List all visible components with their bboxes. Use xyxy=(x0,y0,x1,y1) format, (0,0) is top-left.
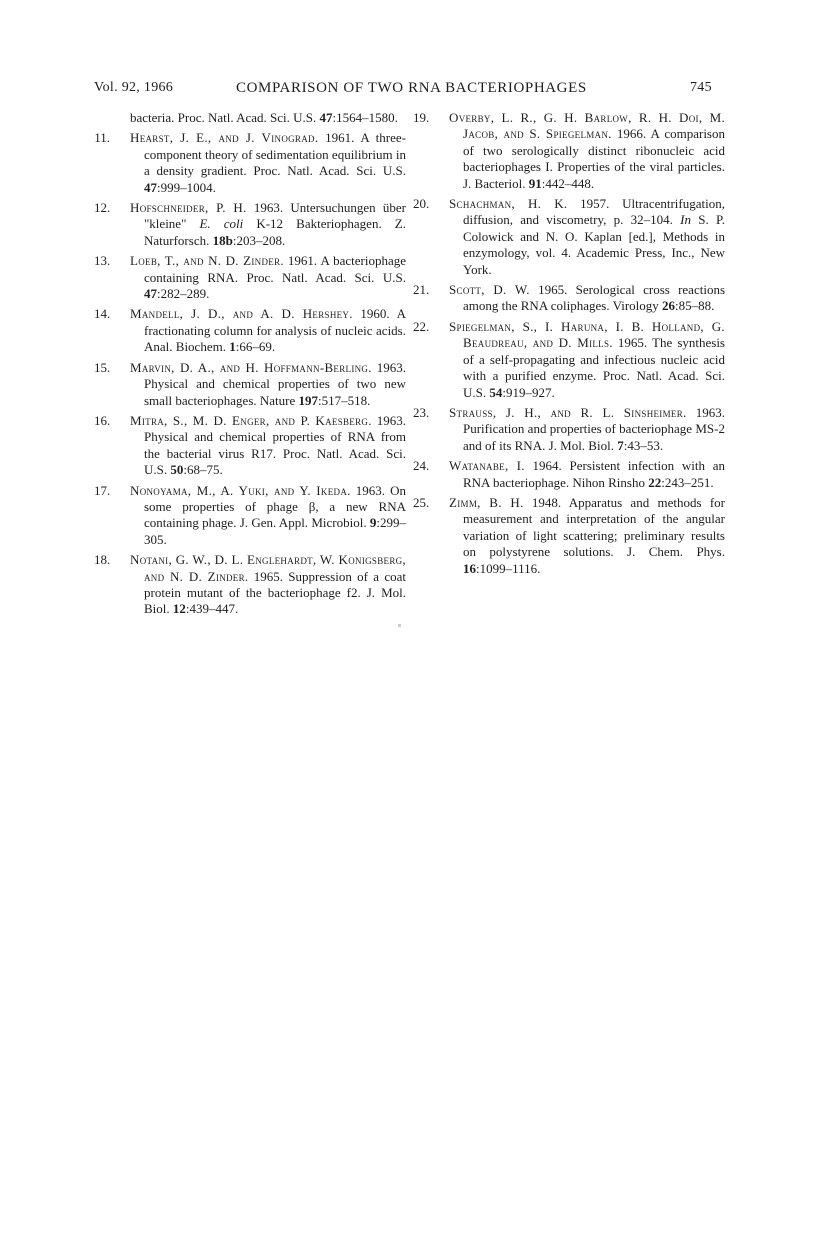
reference-item: 20. Schachman, H. K. 1957. Ultracentrifugation, diffusion, and viscometry, p. 32–104. In S. P. Colowick and N. O. Kaplan [ed.], Methods in enzymology, vol. 4. Academic Press, Inc., New York. xyxy=(413,196,725,277)
running-title: COMPARISON OF TWO RNA BACTERIOPHAGES xyxy=(236,80,587,96)
reference-authors: Spiegelman, S., I. Haruna, I. B. Holland, G. Beaudreau, and D. Mills. xyxy=(449,318,725,351)
references-right-column xyxy=(413,110,725,581)
reference-item: 16. Mitra, S., M. D. Enger, and P. Kaesberg. 1963. Physical and chemical properties of RNA from the bacterial virus R17. Proc. Natl. Acad. Sci. U.S. 50:68–75. xyxy=(94,412,407,478)
reference-authors: Mitra, S., M. D. Enger, and P. Kaesberg. xyxy=(130,412,372,428)
reference-item: 11. Hearst, J. E., and J. Vinograd. 1961. A three-component theory of sedimentation equilibrium in a density gradient. Proc. Natl. Acad. Sci. U.S. 47:999–1004. xyxy=(94,130,406,195)
reference-authors: Strauss, J. H., and R. L. Sinsheimer. xyxy=(449,404,687,420)
reference-item: 23. Strauss, J. H., and R. L. Sinsheimer. 1963. Purification and properties of bacteriophage MS-2 and of its RNA. J. Mol. Biol. 7:43–53. xyxy=(413,404,725,453)
page-number: 745 xyxy=(690,80,712,95)
reference-number: 22. xyxy=(413,318,430,334)
reference-volume: 54 xyxy=(489,384,503,400)
reference-volume: 50 xyxy=(170,462,184,478)
page-speck xyxy=(398,624,401,627)
volume-label: Vol. 92, 1966 xyxy=(94,80,174,95)
reference-item: 15. Marvin, D. A., and H. Hoffmann-Berling. 1963. Physical and chemical properties of two new small bacteriophages. Nature 197:517–518. xyxy=(94,359,406,408)
reference-volume: 12 xyxy=(172,601,186,617)
reference-volume: 26 xyxy=(662,298,676,314)
reference-volume: 9 xyxy=(369,515,377,531)
reference-item: 24. Watanabe, I. 1964. Persistent infection with an RNA bacteriophage. Nihon Rinsho 22:243–251. xyxy=(413,458,725,490)
reference-number: 19. xyxy=(413,110,430,125)
reference-authors: Loeb, T., and N. D. Zinder. xyxy=(130,253,284,269)
reference-volume: 22 xyxy=(648,474,662,490)
reference-number: 11. xyxy=(94,130,110,146)
reference-authors: Nonoyama, M., A. Yuki, and Y. Ikeda. xyxy=(130,482,351,498)
references-left-column xyxy=(94,110,406,622)
reference-authors: Hearst, J. E., and J. Vinograd. xyxy=(130,130,319,146)
reference-item: 12. Hofschneider, P. H. 1963. Untersuchungen über "kleine" E. coli K-12 Bakteriophagen. Z. Naturforsch. 18b:203–208. xyxy=(94,200,406,248)
reference-authors: Hofschneider, P. H. xyxy=(130,200,247,216)
reference-volume: 91 xyxy=(528,175,542,191)
reference-number: 25. xyxy=(413,494,430,510)
reference-item: 21. Scott, D. W. 1965. Serological cross reactions among the RNA coliphages. Virology 26:85–88. xyxy=(413,282,725,314)
reference-number: 12. xyxy=(94,200,111,216)
reference-item: 13. Loeb, T., and N. D. Zinder. 1961. A bacteriophage containing RNA. Proc. Natl. Acad. Sci. U.S. 47:282–289. xyxy=(94,253,407,302)
reference-authors: Zimm, B. H. xyxy=(449,494,524,510)
reference-volume: 47 xyxy=(144,286,157,302)
reference-item: 17. Nonoyama, M., A. Yuki, and Y. Ikeda. 1963. On some properties of phage β, a new RNA containing phage. J. Gen. Appl. Microbiol. 9:299–305. xyxy=(94,482,406,547)
reference-volume: 1 xyxy=(229,339,236,355)
reference-item: 14. Mandell, J. D., and A. D. Hershey. 1960. A fractionating column for analysis of nucleic acids. Anal. Biochem. 1:66–69. xyxy=(94,306,406,355)
reference-volume: 47 xyxy=(144,179,157,195)
reference-item: 18. Notani, G. W., D. L. Englehardt, W. Konigsberg, and N. D. Zinder. 1965. Suppression of a coat protein mutant of the bacteriophage f2. J. Mol. Biol. 12:439–447. xyxy=(94,552,406,617)
reference-number: 16. xyxy=(94,412,111,428)
reference-continuation: bacteria. Proc. Natl. Acad. Sci. U.S. 47:1564–1580. xyxy=(130,110,398,125)
reference-authors: Schachman, H. K. xyxy=(449,196,568,212)
reference-number: 15. xyxy=(94,359,111,375)
reference-authors: Marvin, D. A., and H. Hoffmann-Berling. xyxy=(130,359,372,375)
reference-item: 22. Spiegelman, S., I. Haruna, I. B. Holland, G. Beaudreau, and D. Mills. 1965. The synthesis of a self-propagating and infectious nucleic acid with a purified enzyme. Proc. Natl. Acad. Sci. U.S. 54:919–927. xyxy=(413,318,725,400)
reference-number: 14. xyxy=(94,306,111,322)
reference-number: 17. xyxy=(94,482,111,498)
reference-number: 24. xyxy=(413,458,430,474)
reference-number: 21. xyxy=(413,282,430,298)
reference-number: 18. xyxy=(94,552,111,568)
reference-volume: 18b xyxy=(212,232,233,248)
reference-authors: Notani, G. W., D. L. Englehardt, W. Konigsberg, and N. D. Zinder. xyxy=(130,552,406,584)
reference-authors: Mandell, J. D., and A. D. Hershey. xyxy=(130,306,353,322)
reference-number: 20. xyxy=(413,196,430,212)
reference-volume: 197 xyxy=(298,392,318,408)
reference-number: 13. xyxy=(94,253,111,269)
reference-item: 25. Zimm, B. H. 1948. Apparatus and methods for measurement and interpretation of the angular variation of light scattering; preliminary results on polystyrene solutions. J. Chem. Phys. 16:1099–1116. xyxy=(413,494,725,576)
reference-number: 23. xyxy=(413,404,430,420)
reference-authors: Watanabe, I. xyxy=(449,458,525,474)
reference-item: 19. Overby, L. R., G. H. Barlow, R. H. Doi, M. Jacob, and S. Spiegelman. 1966. A comparison of two serologically distinct ribonucleic acid bacteriophages I. Properties of the viral particles. J. Bacteriol. 91:442–448. xyxy=(413,110,725,191)
reference-volume: 16 xyxy=(463,560,476,576)
reference-authors: Scott, D. W. xyxy=(449,282,530,298)
reference-volume: 7 xyxy=(617,437,624,453)
reference-authors: Overby, L. R., G. H. Barlow, R. H. Doi, M. Jacob, and S. Spiegelman. xyxy=(449,110,725,142)
